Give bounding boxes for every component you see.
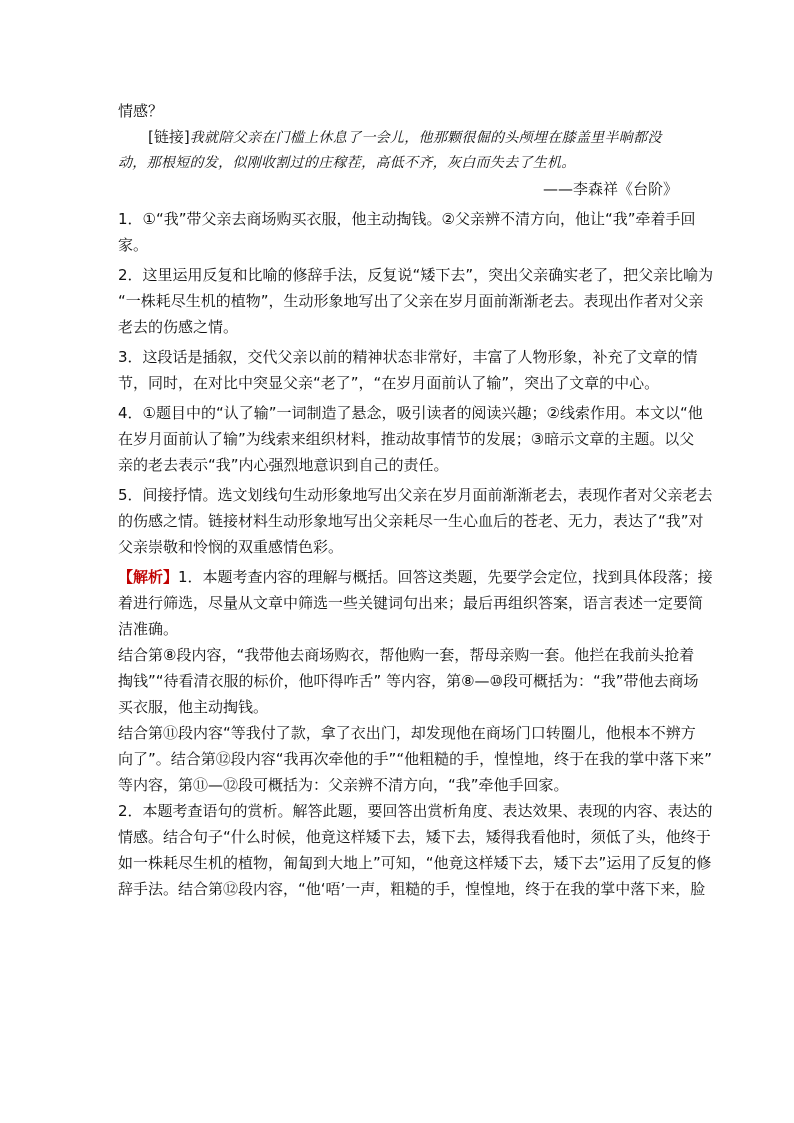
analysis-line: 着进行筛选，尽量从文章中筛选一些关键词句出来；最后再组织答案，语言表述一定要简 [118,594,704,612]
answer-line: 老去的伤感之情。 [118,318,239,336]
link-tag: [链接] [148,128,190,146]
answer-line: 父亲崇敬和怜悯的双重感情色彩。 [118,538,344,556]
answer-3 [118,344,698,396]
analysis-line: 结合第⑪段内容“等我付了款，拿了衣出门，却发现他在商场门口转圈儿，他根本不辨方 [118,724,696,742]
answer-2 [118,262,714,340]
answer-line: “一株耗尽生机的植物”，生动形象地写出了父亲在岁月面前渐渐老去。表现出作者对父亲 [118,292,704,310]
analysis-line: 结合第⑧段内容，“我带他去商场购衣，帮他购一套，帮母亲购一套。他拦在我前头抢着 [118,646,695,664]
link-passage [118,124,678,202]
answer-5 [118,482,713,560]
answer-line: 节，同时，在对比中突显父亲“老了”，“在岁月面前认了输”，突出了文章的中心。 [118,374,660,392]
document-page [118,98,714,902]
analysis-line: 如一株耗尽生机的植物，匍匐到大地上”可知，“他竟这样矮下去，矮下去”运用了反复的修 [118,854,712,872]
analysis-line: 洁准确。 [118,620,179,638]
answer-line: 在岁月面前认了输”为线索来组织材料，推动故事情节的发展；③暗示文章的主题。以父 [118,430,695,448]
answer-line: 的伤感之情。链接材料生动形象地写出父亲耗尽一生心血后的苍老、无力，表达了“我”对 [118,512,704,530]
link-source: ——李森祥《台阶》 [542,180,678,198]
analysis-line: 2．本题考查语句的赏析。解答此题，要回答出赏析角度、表达效果、表现的内容、表达的 [118,802,713,820]
answer-1 [118,206,696,258]
answer-line: 1．①“我”带父亲去商场购买衣服，他主动掏钱。②父亲辨不清方向，他让“我”牵着手回 [118,210,696,228]
answer-line: 亲的老去表示“我”内心强烈地意识到自己的责任。 [118,456,449,474]
analysis-line: 情感。结合句子“什么时候，他竟这样矮下去，矮下去，矮得我看他时，须低了头，他终于 [118,828,711,846]
analysis-line: 向了”。结合第⑫段内容“我再次牵他的手”“他粗糙的手，惶惶地，终于在我的掌中落下来” [118,750,712,768]
answer-line: 4．①题目中的“认了输”一词制造了悬念，吸引读者的阅读兴趣；②线索作用。本文以“他 [118,404,703,422]
answer-line: 家。 [118,236,149,254]
link-line-2: 动，那根短的发，似刚收割过的庄稼茬，高低不齐，灰白而失去了生机。 [118,155,576,171]
analysis-tag: 【解析】 [118,568,179,586]
answer-4 [118,400,703,478]
link-line-1: 我就陪父亲在门槛上休息了一会儿，他那颗很倔的头颅埋在膝盖里半晌都没 [189,130,662,146]
analysis-line: 掏钱”“待看清衣服的标价，他吓得咋舌” 等内容，第⑧—⑩段可概括为：“我”带他去商场 [118,672,699,690]
analysis-line: 买衣服，他主动掏钱。 [118,698,269,716]
answer-line: 2．这里运用反复和比喻的修辞手法，反复说“矮下去”，突出父亲确实老了，把父亲比喻为 [118,266,714,284]
analysis-line: 1．本题考查内容的理解与概括。回答这类题，先要学会定位，找到具体段落；接 [178,568,713,586]
question-tail: 情感？ [118,102,164,120]
analysis-line: 等内容，第⑪—⑫段可概括为：父亲辨不清方向，“我”牵他手回家。 [118,776,569,794]
analysis-line: 辞手法。结合第⑫段内容，“他‘唔’一声，粗糙的手，惶惶地，终于在我的掌中落下来，脸 [118,880,706,898]
answer-line: 3．这段话是插叙，交代父亲以前的精神状态非常好，丰富了人物形象，补充了文章的情 [118,348,698,366]
analysis-section [118,564,713,902]
answer-line: 5．间接抒情。选文划线句生动形象地写出父亲在岁月面前渐渐老去，表现作者对父亲老去 [118,486,713,504]
